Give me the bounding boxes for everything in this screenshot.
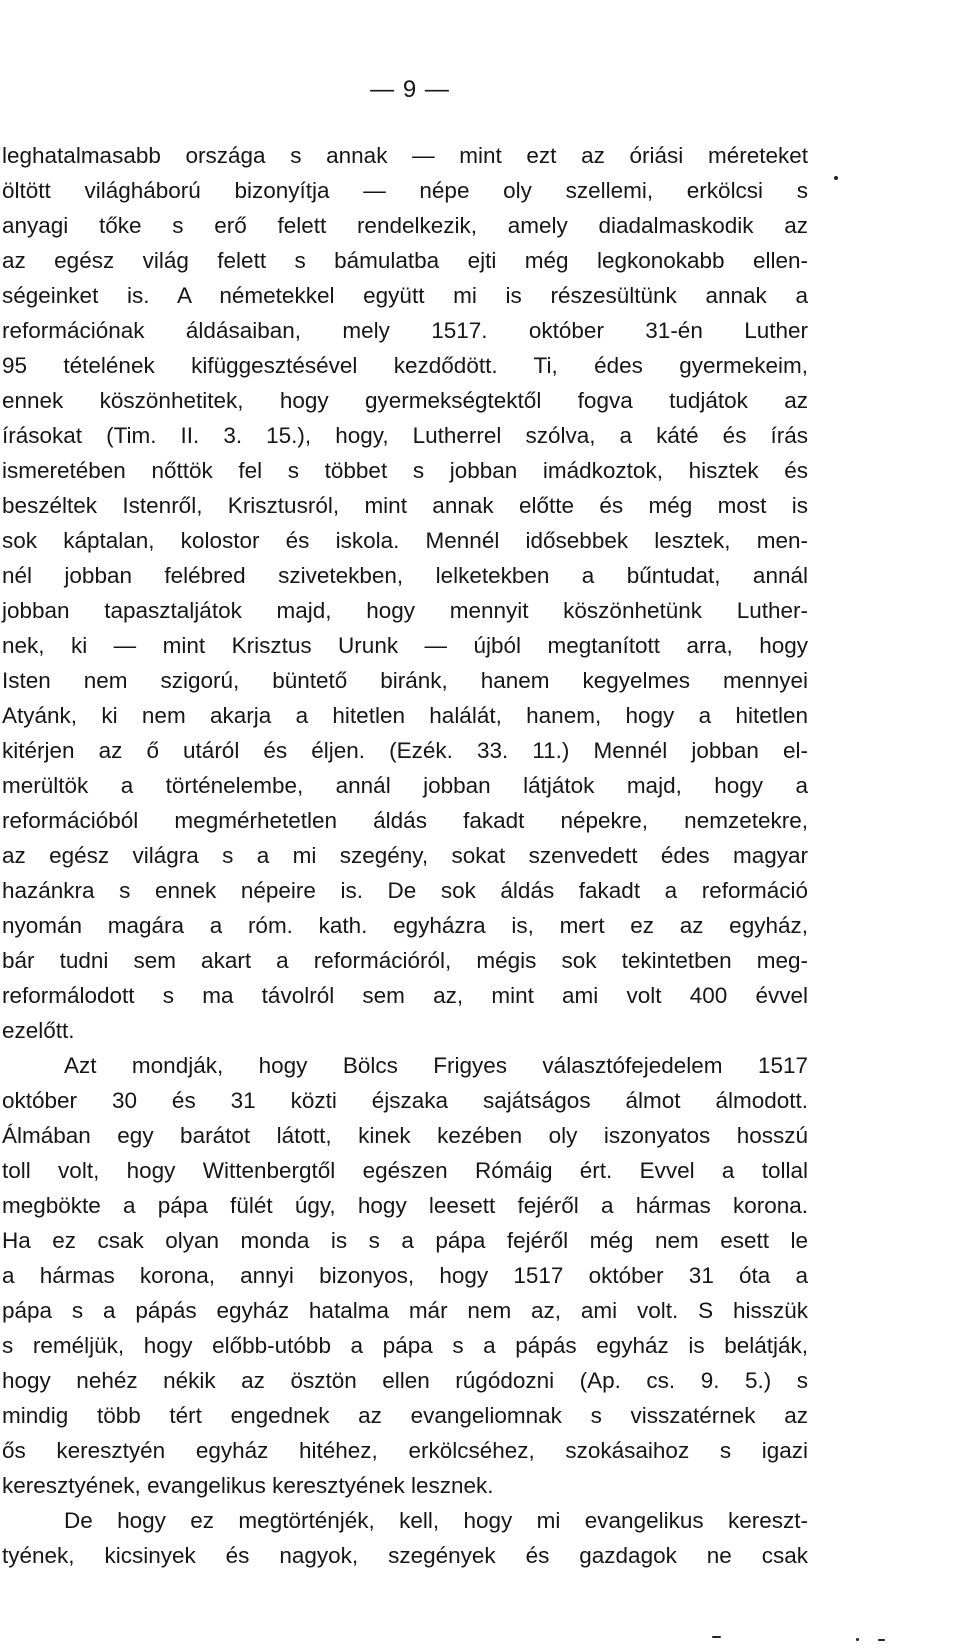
- text-line: nél jobban felébred szivetekben, lelketekben a bűntudat, annál: [2, 563, 808, 588]
- text-line: s reméljük, hogy előbb-utóbb a pápa s a pápás egyház is belátják,: [2, 1333, 808, 1358]
- text-line: Isten nem szigorú, büntető biránk, hanem kegyelmes mennyei: [2, 668, 808, 693]
- text-line: reformációnak áldásaiban, mely 1517. október 31-én Luther: [2, 318, 808, 343]
- text-line: ezelőtt.: [2, 1018, 75, 1043]
- text-line: október 30 és 31 közti éjszaka sajátságos álmot álmodott.: [2, 1088, 808, 1113]
- text-line: reformálodott s ma távolról sem az, mint ami volt 400 évvel: [2, 983, 808, 1008]
- scan-speck: [712, 1636, 721, 1638]
- body-text: [2, 138, 808, 1573]
- text-line: sok káptalan, kolostor és iskola. Mennél idősebbek lesztek, men-: [2, 528, 808, 553]
- page-number: — 9 —: [370, 76, 450, 103]
- text-line: ségeinket is. A németekkel együtt mi is részesültünk annak a: [2, 283, 808, 308]
- text-line: megbökte a pápa fülét úgy, hogy leesett fejéről a hármas korona.: [2, 1193, 808, 1218]
- text-line: írásokat (Tim. II. 3. 15.), hogy, Lutherrel szólva, a káté és írás: [2, 423, 808, 448]
- text-line: Álmában egy barátot látott, kinek kezében oly iszonyatos hosszú: [2, 1123, 808, 1148]
- text-line: toll volt, hogy Wittenbergtől egészen Rómáig ért. Evvel a tollal: [2, 1158, 808, 1183]
- text-line: bár tudni sem akart a reformációról, mégis sok tekintetben meg-: [2, 948, 808, 973]
- text-line: pápa s a pápás egyház hatalma már nem az, ami volt. S hisszük: [2, 1298, 808, 1323]
- text-line: hogy nehéz nékik az ösztön ellen rúgódozni (Ap. cs. 9. 5.) s: [2, 1368, 808, 1393]
- text-line: reformációból megmérhetetlen áldás fakadt népekre, nemzetekre,: [2, 808, 808, 833]
- text-line: ős keresztyén egyház hitéhez, erkölcséhez, szokásaihoz s igazi: [2, 1438, 808, 1463]
- scan-speck: [834, 176, 838, 180]
- text-line: leghatalmasabb országa s annak — mint ezt az óriási méreteket: [2, 143, 808, 168]
- text-line: beszéltek Istenről, Krisztusról, mint annak előtte és még most is: [2, 493, 808, 518]
- text-line: nyomán magára a róm. kath. egyházra is, mert ez az egyház,: [2, 913, 808, 938]
- text-line: Ha ez csak olyan monda is s a pápa fejéről még nem esett le: [2, 1228, 808, 1253]
- text-line: keresztyének, evangelikus keresztyének lesznek.: [2, 1473, 494, 1498]
- text-line: merültök a történelembe, annál jobban látjátok majd, hogy a: [2, 773, 808, 798]
- text-line: jobban tapasztaljátok majd, hogy mennyit köszönhetünk Luther-: [2, 598, 808, 623]
- text-line: nek, ki — mint Krisztus Urunk — újból megtanított arra, hogy: [2, 633, 808, 658]
- text-line: öltött világháború bizonyítja — népe oly szellemi, erkölcsi s: [2, 178, 808, 203]
- text-line: az egész világ felett s bámulatba ejti még legkonokabb ellen-: [2, 248, 808, 273]
- text-line: kitérjen az ő utáról és éljen. (Ezék. 33. 11.) Mennél jobban el-: [2, 738, 808, 763]
- text-line: ennek köszönhetitek, hogy gyermekségtektől fogva tudjátok az: [2, 388, 808, 413]
- text-line: hazánkra s ennek népeire is. De sok áldás fakadt a reformáció: [2, 878, 808, 903]
- text-line: 95 tételének kifüggesztésével kezdődött. Ti, édes gyermekeim,: [2, 353, 808, 378]
- text-line: tyének, kicsinyek és nagyok, szegények és gazdagok ne csak: [2, 1543, 808, 1568]
- text-line: Atyánk, ki nem akarja a hitetlen halálát, hanem, hogy a hitetlen: [2, 703, 808, 728]
- text-line: mindig több tért engednek az evangeliomnak s visszatérnek az: [2, 1403, 808, 1428]
- text-line: Azt mondják, hogy Bölcs Frigyes választófejedelem 1517: [64, 1053, 808, 1078]
- text-line: a hármas korona, annyi bizonyos, hogy 1517 október 31 óta a: [2, 1263, 808, 1288]
- text-line: az egész világra s a mi szegény, sokat szenvedett édes magyar: [2, 843, 808, 868]
- text-line: De hogy ez megtörténjék, kell, hogy mi evangelikus kereszt-: [64, 1508, 808, 1533]
- scan-speck: [878, 1639, 885, 1641]
- scan-speck: [856, 1638, 859, 1641]
- text-line: ismeretében nőttök fel s többet s jobban imádkoztok, hisztek és: [2, 458, 808, 483]
- text-line: anyagi tőke s erő felett rendelkezik, amely diadalmaskodik az: [2, 213, 808, 238]
